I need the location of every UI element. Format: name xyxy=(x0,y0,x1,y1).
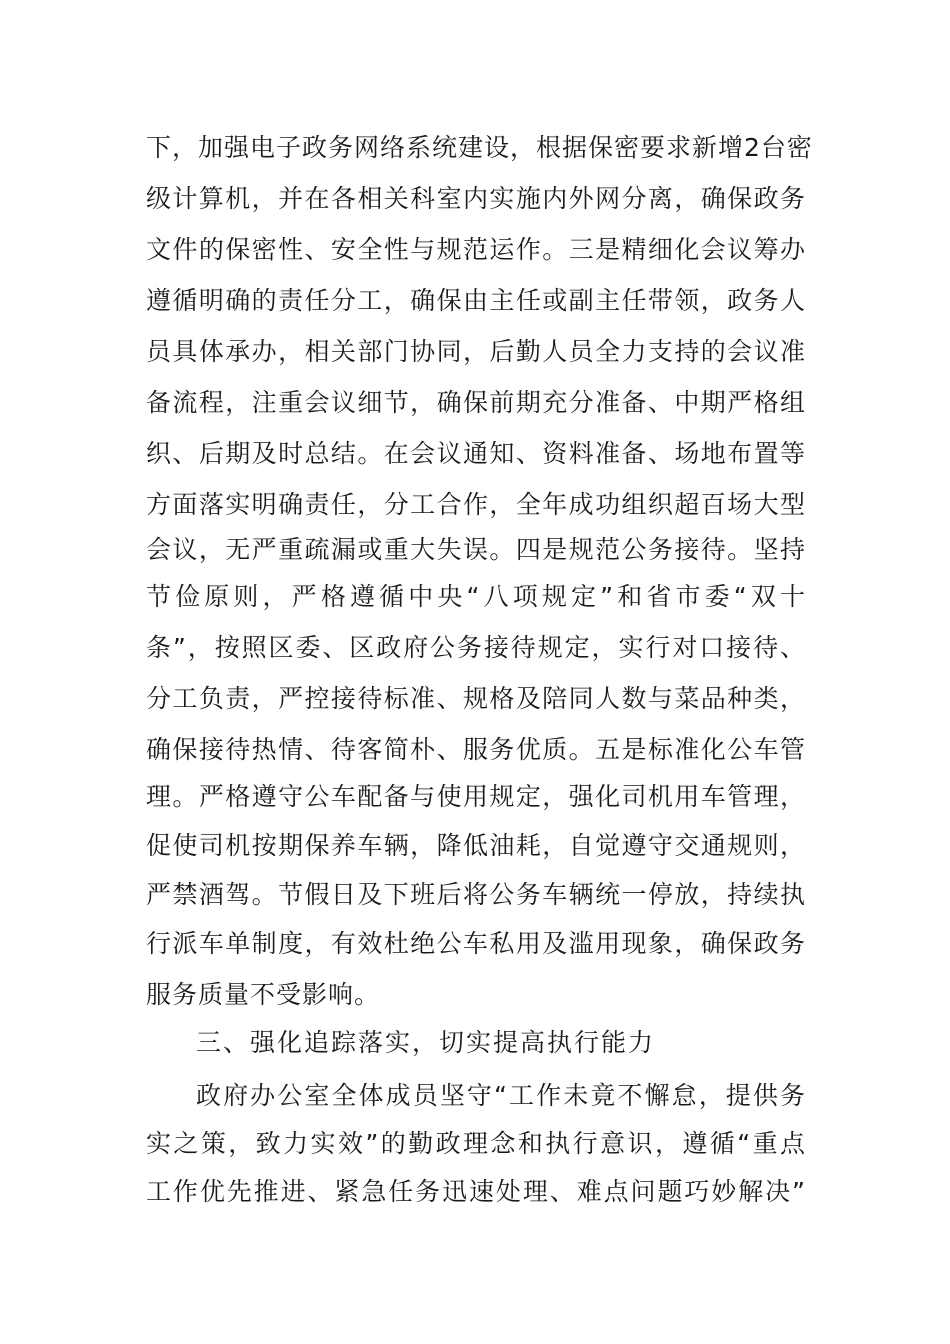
body-text-line: 条”，按照区委、区政府公务接待规定，实行对口接待、 xyxy=(146,633,806,662)
body-text-line: 会议，无严重疏漏或重大失误。四是规范公务接待。坚持 xyxy=(146,535,806,564)
body-text-line: 确保接待热情、待客简朴、服务优质。五是标准化公车管 xyxy=(146,735,806,764)
body-text-line: 下，加强电子政务网络系统建设，根据保密要求新增2台密 xyxy=(146,133,813,162)
body-text-line: 遵循明确的责任分工，确保由主任或副主任带领，政务人 xyxy=(146,286,806,315)
section-heading: 三、强化追踪落实，切实提高执行能力 xyxy=(196,1028,656,1057)
body-text-line: 行派车单制度，有效杜绝公车私用及滥用现象，确保政务 xyxy=(146,929,806,958)
body-text-line: 级计算机，并在各相关科室内实施内外网分离，确保政务 xyxy=(146,184,806,213)
body-text-line: 工作优先推进、紧急任务迅速处理、难点问题巧妙解决” xyxy=(146,1177,806,1206)
body-text-line: 理。严格遵守公车配备与使用规定，强化司机用车管理， xyxy=(146,782,806,811)
body-text-line: 促使司机按期保养车辆，降低油耗，自觉遵守交通规则， xyxy=(146,831,806,860)
body-text-line: 严禁酒驾。节假日及下班后将公务车辆统一停放，持续执 xyxy=(146,880,806,909)
body-text-line: 服务质量不受影响。 xyxy=(146,980,381,1009)
body-text-line: 文件的保密性、安全性与规范运作。三是精细化会议筹办 xyxy=(146,235,806,264)
body-text-line: 员具体承办，相关部门协同，后勤人员全力支持的会议准 xyxy=(146,337,806,366)
body-text-line: 方面落实明确责任，分工合作，全年成功组织超百场大型 xyxy=(146,490,806,519)
body-text-line: 节俭原则，严格遵循中央“八项规定”和省市委“双十 xyxy=(146,582,806,611)
body-text-line: 实之策，致力实效”的勤政理念和执行意识，遵循“重点 xyxy=(146,1129,806,1158)
body-text-line: 织、后期及时总结。在会议通知、资料准备、场地布置等 xyxy=(146,439,806,468)
body-text-line: 备流程，注重会议细节，确保前期充分准备、中期严格组 xyxy=(146,388,806,417)
body-text-line: 政府办公室全体成员坚守“工作未竟不懈怠，提供务 xyxy=(196,1081,806,1110)
body-text-line: 分工负责，严控接待标准、规格及陪同人数与菜品种类， xyxy=(146,684,806,713)
